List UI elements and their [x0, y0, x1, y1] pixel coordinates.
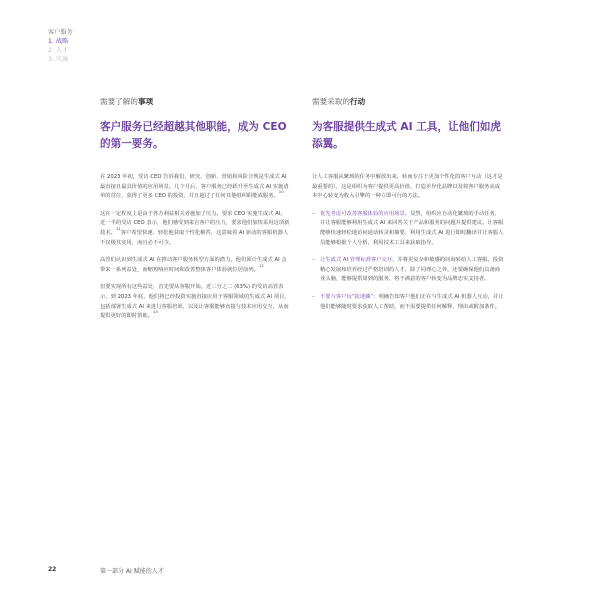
left-p2-text: 这在一定程度上是由于各方利益相关者施加了压力。要求 CEO 实施生成式 AI。近一半的受访 CEO 表示，他们感受到来自客户的压力，要求他们加快采用这项新技术。: [100, 210, 290, 236]
page-number: 22: [48, 566, 57, 573]
section-nav: [48, 28, 73, 64]
footnote-ref-10: 10: [278, 189, 284, 195]
left-paragraph-4: [100, 283, 290, 321]
left-paragraph-1: [100, 173, 290, 202]
nav-item-talent[interactable]: 2. 人才: [48, 47, 69, 54]
left-paragraph-2: [100, 210, 290, 248]
right-column: [312, 96, 504, 320]
right-kicker-bold: 行动: [349, 97, 366, 106]
left-p4-text: 但要实现所有这些益处，首先要从客服开始。近三分之二 (63%) 的受访高管表示，到 2023 年底，他们将已经投资实施直接应用于客服领域的生成式 AI 项目，包括部署生成式 AI 来进行客服培训，以及让客服能够直接与技术应用交互，从而提供更好的即时帮助。: [100, 284, 290, 320]
left-p3-text: 高管们认识到生成式 AI 在推动客户服务转型方面的潜力。他们预计生成式 AI 会带来一系列益处，而缩短响应时间和改善整体客户体验就位居前列。: [100, 257, 287, 273]
left-kicker-bold: 事项: [137, 97, 154, 106]
action-list: [312, 210, 504, 312]
left-kicker: [100, 96, 290, 107]
bullet-highlight: 不要与客户玩“捉迷藏”：: [320, 293, 379, 300]
dash-bullet-icon: –: [312, 257, 315, 264]
right-kicker: [312, 96, 504, 107]
list-item: [312, 293, 504, 312]
dash-bullet-icon: –: [312, 210, 315, 217]
footnote-ref-11: 11: [115, 225, 121, 231]
right-kicker-pre: 需要采取的: [312, 97, 350, 106]
left-kicker-pre: 需要了解的: [100, 97, 138, 106]
list-item: [312, 256, 504, 285]
bullet-text: 并将更复杂和敏感的问询转给人工客服。投资精心发展和培养经过严格培训的人才。除了同理心之外，还要确保他们具备商业头脑，能够提供周到的服务，将不满意的客户转变为品牌忠实支持者。: [320, 257, 504, 283]
right-heading: 为客服提供生成式 AI 工具，让他们如虎添翼。: [312, 121, 502, 150]
left-p1-text: 在 2023 年初，受访 CEO 告诉我们，研究、创新、营销和风险合规是生成式 AI 最直接且最具价值的应用场景。几个月后，客户服务已经跃升至生成式 AI 实施清单的首位，获得了更多 CEO 的投资，并且超过了任何其他组织职能或服务。: [100, 174, 289, 200]
left-heading: 客户服务已经超越其他职能，成为 CEO 的第一要务。: [100, 121, 287, 150]
nav-section-title: 客户服务: [48, 29, 73, 36]
bullet-text: 显然，组织应自动化繁琐的手动任务，并让客服能够利用生成式 AI 来回答关于产品和服务的问题并提供建议。让客服能够快速轻松地访问通话转录和摘要，利用生成式 AI 进行即时翻译并让客服人员能够根据个人分析，利用技术工具来获取指导。: [320, 210, 504, 246]
nav-item-strategy[interactable]: 1. 战略: [48, 38, 69, 45]
left-p2b-text: 客户希望快速、轻松地获取个性化解答，这意味着 AI 驱动的客服机器人不仅极其实用，而且必不可少。: [100, 229, 289, 246]
left-paragraph-3: [100, 256, 290, 275]
footnote-ref-12: 12: [258, 262, 264, 268]
left-column: [100, 96, 290, 330]
dash-bullet-icon: –: [312, 293, 315, 300]
footnote-ref-13: 13: [152, 309, 158, 315]
bullet-text: 明确告知客户他们正在与生成式 AI 机器人互动，并让他们能够随时要求获取人工帮助，而不需要提供任何解释、理由或附加条件。: [320, 293, 504, 310]
footer-section-label: 第一部分 AI 赋能的人才: [100, 568, 164, 575]
list-item: [312, 210, 504, 248]
bullet-highlight: 让生成式 AI 管理标准客户交互，: [320, 257, 398, 264]
bullet-highlight: 优先考虑可改善客服体验的应用场景。: [320, 210, 411, 217]
right-intro: 让人工客服从繁琐的任务中解放出来，转而专注于更加个性化的客户互动（这才是最重要的），这是组织为客户提供更高价值、打造差异化品牌以及将客户服务从成本中心转变为收入引擎的一种立即可行的方法。: [312, 174, 503, 200]
nav-item-implementation[interactable]: 3. 实施: [48, 56, 69, 63]
